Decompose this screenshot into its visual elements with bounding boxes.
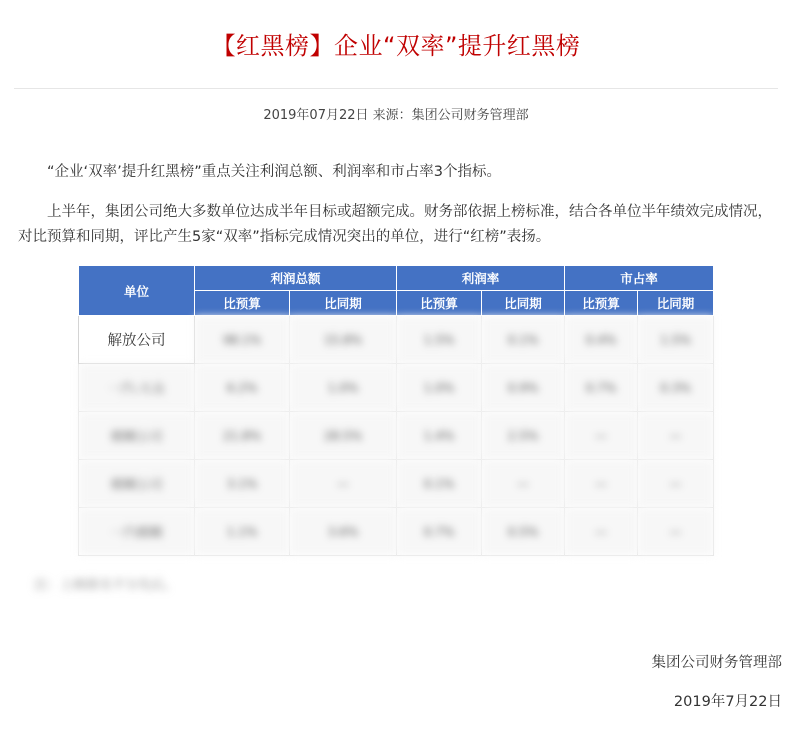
- value-cell: —: [638, 508, 714, 556]
- ranking-table: [78, 265, 713, 556]
- subheader-vs-last-year: 比同期: [482, 291, 565, 316]
- value-cell: 15.8%: [290, 316, 397, 364]
- value-cell: 3.6%: [290, 508, 397, 556]
- article-title: 【红黑榜】企业“双率”提升红黑榜: [211, 32, 581, 60]
- value-cell: —: [638, 412, 714, 460]
- header-group-share: 市占率: [565, 266, 714, 291]
- value-cell: 0.4%: [565, 316, 638, 364]
- value-cell: 0.7%: [565, 364, 638, 412]
- title-divider: [14, 88, 778, 89]
- value-cell: 0.3%: [638, 364, 714, 412]
- table-row: [79, 412, 714, 460]
- unit-name-cell: 解放公司: [79, 316, 195, 364]
- subheader-vs-budget: 比预算: [195, 291, 290, 316]
- value-cell: 28.5%: [290, 412, 397, 460]
- value-cell: —: [565, 460, 638, 508]
- header-group-profit: 利润总额: [195, 266, 397, 291]
- table-note: 注：上榜排名不分先后。: [34, 578, 178, 593]
- table-row: [79, 508, 714, 556]
- article-meta: 2019年07月22日 来源：集团公司财务管理部: [263, 108, 529, 123]
- unit-name-cell: 模糊公司: [79, 460, 195, 508]
- unit-name-cell: 模糊公司: [79, 412, 195, 460]
- value-cell: 1.0%: [397, 364, 482, 412]
- value-cell: 1.4%: [397, 412, 482, 460]
- value-cell: 2.5%: [482, 412, 565, 460]
- value-cell: 0.7%: [397, 508, 482, 556]
- value-cell: 21.8%: [195, 412, 290, 460]
- header-unit: 单位: [79, 266, 195, 316]
- signature-date: 2019年7月22日: [673, 694, 782, 710]
- value-cell: —: [565, 508, 638, 556]
- value-cell: 1.0%: [290, 364, 397, 412]
- value-cell: 0.1%: [397, 460, 482, 508]
- value-cell: 1.5%: [397, 316, 482, 364]
- value-cell: —: [482, 460, 565, 508]
- value-cell: 98.1%: [195, 316, 290, 364]
- value-cell: 0.1%: [482, 316, 565, 364]
- value-cell: —: [290, 460, 397, 508]
- subheader-vs-last-year: 比同期: [638, 291, 714, 316]
- subheader-vs-budget: 比预算: [397, 291, 482, 316]
- value-cell: 1.5%: [638, 316, 714, 364]
- table-row: [79, 316, 714, 364]
- value-cell: 0.9%: [482, 364, 565, 412]
- subheader-vs-budget: 比预算: [565, 291, 638, 316]
- table-row: [79, 364, 714, 412]
- unit-name-cell: 一汽模糊: [79, 508, 195, 556]
- paragraph-intro: “企业‘双率’提升红黑榜”重点关注利润总额、利润率和市占率3个指标。: [47, 164, 501, 180]
- value-cell: 1.1%: [195, 508, 290, 556]
- header-group-margin: 利润率: [397, 266, 565, 291]
- value-cell: —: [565, 412, 638, 460]
- value-cell: —: [638, 460, 714, 508]
- value-cell: 0.5%: [482, 508, 565, 556]
- signature-department: 集团公司财务管理部: [651, 655, 782, 671]
- value-cell: 6.2%: [195, 364, 290, 412]
- subheader-vs-last-year: 比同期: [290, 291, 397, 316]
- unit-name-cell: 一汽-大众: [79, 364, 195, 412]
- paragraph-body: 上半年，集团公司绝大多数单位达成半年目标或超额完成。财务部依据上榜标准，结合各单位半年绩效完成情况，对比预算和同期，评比产生5家“双率”指标完成情况突出的单位，进行“红榜”表扬。: [18, 204, 772, 245]
- table-row: [79, 460, 714, 508]
- value-cell: 3.1%: [195, 460, 290, 508]
